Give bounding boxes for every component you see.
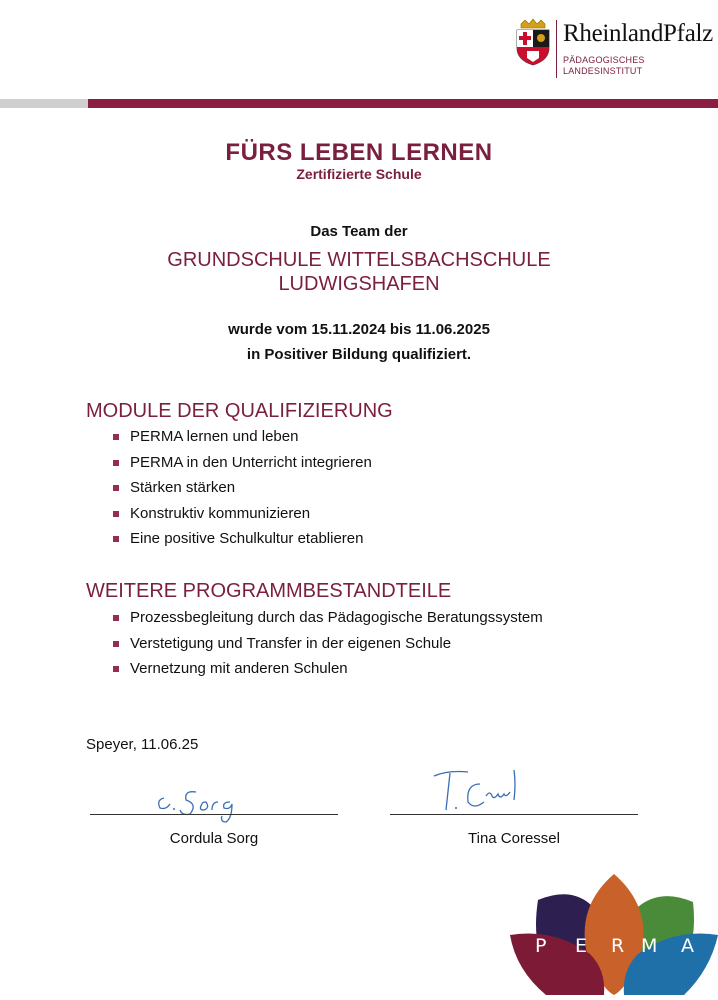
signature-line	[390, 814, 638, 815]
signer-name-1: Cordula Sorg	[169, 830, 259, 847]
certificate-subtitle: Zertifizierte Schule	[296, 166, 422, 182]
bullet-icon	[113, 536, 119, 542]
school-name-line-2: LUDWIGSHAFEN	[278, 273, 440, 295]
bullet-icon	[113, 485, 119, 491]
bullet-icon	[113, 511, 119, 517]
header-band-grey	[0, 99, 88, 108]
qualification-statement: in Positiver Bildung qualifiziert.	[246, 346, 472, 363]
bullet-icon	[113, 666, 119, 672]
perma-letter-e: E	[575, 935, 588, 957]
list-item: Vernetzung mit anderen Schulen	[113, 660, 543, 686]
bullet-icon	[113, 460, 119, 466]
modules-list	[113, 428, 372, 556]
list-item: Konstruktiv kommunizieren	[113, 505, 372, 531]
bullet-icon	[113, 641, 119, 647]
signer-name-2: Tina Coressel	[468, 830, 560, 847]
perma-letter-m: M	[641, 935, 658, 957]
list-item: Stärken stärken	[113, 479, 372, 505]
bullet-icon	[113, 434, 119, 440]
program-heading: WEITERE PROGRAMMBESTANDTEILE	[86, 580, 452, 602]
perma-letter-a: A	[681, 935, 694, 957]
certificate-title: FÜRS LEBEN LERNEN	[225, 139, 493, 166]
perma-letter-p: P	[535, 935, 547, 957]
qualification-period: wurde vom 15.11.2024 bis 11.06.2025	[228, 321, 490, 338]
header-band-accent	[88, 99, 718, 108]
list-item: Verstetigung und Transfer in der eigenen Schule	[113, 635, 543, 661]
program-list	[113, 609, 543, 686]
perma-letter-r: R	[611, 935, 625, 957]
modules-heading: MODULE DER QUALIFIZIERUNG	[86, 400, 393, 422]
school-name-line-1: GRUNDSCHULE WITTELSBACHSCHULE	[167, 249, 551, 271]
perma-logo	[508, 870, 718, 995]
handwritten-signature-sorg	[150, 778, 260, 831]
list-item: Eine positive Schulkultur etablieren	[113, 530, 372, 556]
list-item: Prozessbegleitung durch das Pädagogische Beratungssystem	[113, 609, 543, 635]
place-and-date: Speyer, 11.06.25	[86, 736, 199, 753]
brand-divider	[556, 20, 557, 78]
signature-line	[90, 814, 338, 815]
institute-line-1: PÄDAGOGISCHES	[563, 55, 645, 65]
perma-letters	[513, 935, 713, 961]
institute-line-2: LANDESINSTITUT	[563, 66, 643, 76]
list-item: PERMA lernen und leben	[113, 428, 372, 454]
team-label: Das Team der	[310, 223, 408, 240]
bullet-icon	[113, 615, 119, 621]
list-item: PERMA in den Unterricht integrieren	[113, 454, 372, 480]
coat-of-arms-icon	[513, 18, 553, 66]
brand-name: RheinlandPfalz	[563, 20, 713, 47]
